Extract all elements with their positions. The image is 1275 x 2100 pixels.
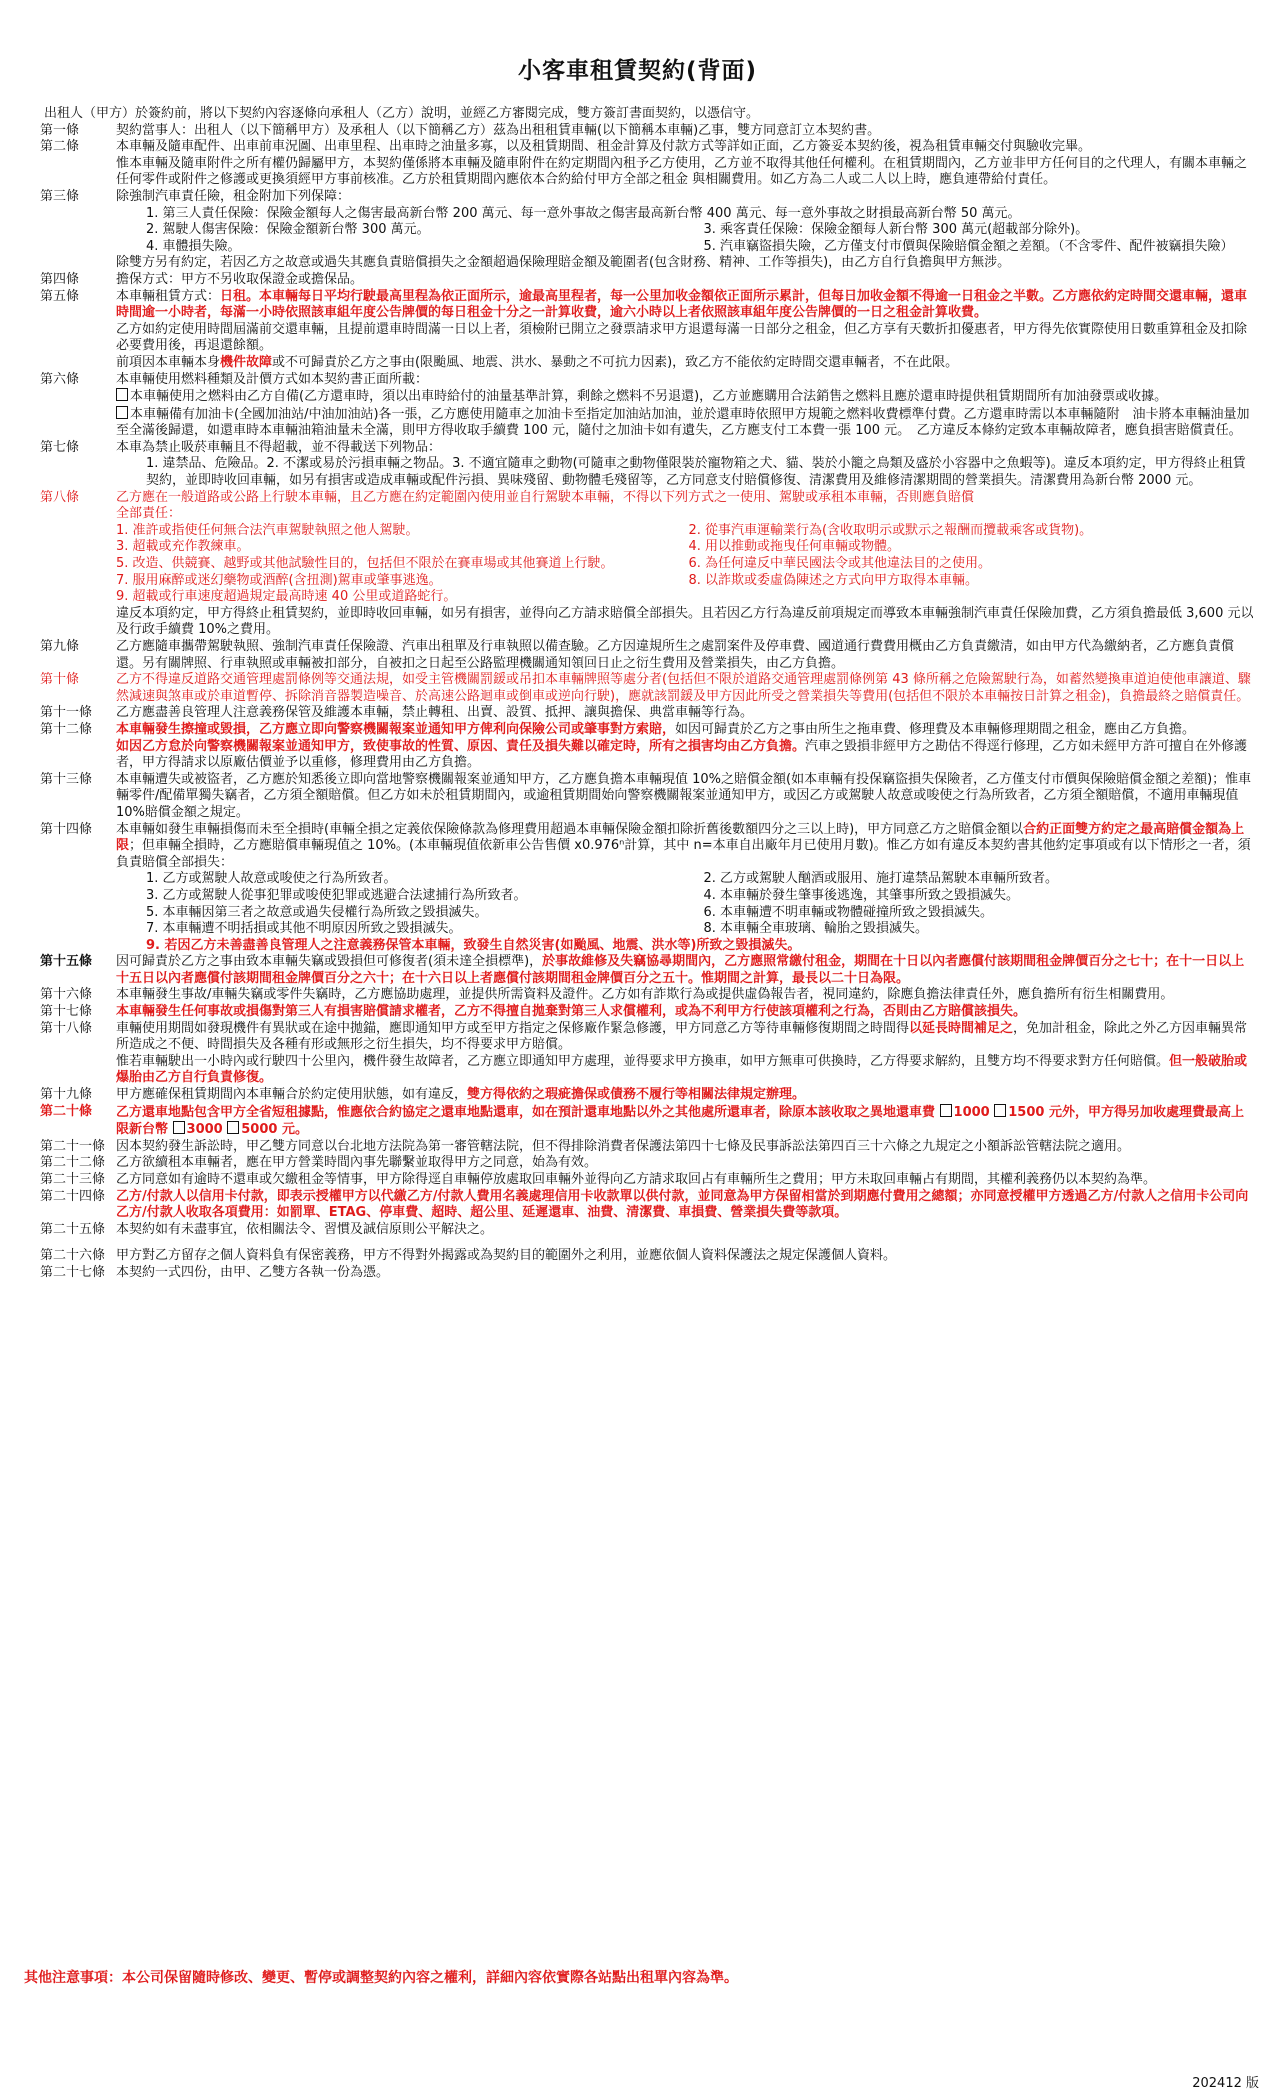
list-item: 3. 乘客責任保險：保險金額每人新台幣 300 萬元(超載部分除外)。 <box>703 222 1089 238</box>
article-text: 乙方應在一般道路或公路上行駛本車輛，且乙方應在約定範圍內使用並自行駕駛本車輛，不得以下列方式之一使用、駕駛或承租本車輛，否則應負賠償 <box>116 489 975 505</box>
article-text: 本車輛及隨車配件、出車前車況圖、出車里程、出車時之油量多寡，以及租賃期間、租金計算及付款方式等詳如正面，乙方簽妥本契約後，視為租賃車輛交付與驗收完畢。 <box>116 139 1092 155</box>
article-label: 第十五條 <box>40 954 93 970</box>
article-13 <box>40 772 1255 822</box>
article-label: 第一條 <box>40 122 80 138</box>
article-text: 本車輛如發生車輛損傷而未至全損時(車輛全損之定義依保險條款為修理費用超過本車輛保險金額扣除折舊後數額四分之三以上時)，甲方同意乙方之賠償金額以 <box>116 821 1024 837</box>
article-23 <box>40 1172 1255 1189</box>
article-text: 乙方還車地點包含甲方全省短租據點，惟應依合約協定之還車地點還車，如在預計還車地點以外之其他處所還車者，除原本該收取之異地還車費 <box>116 1104 940 1120</box>
article-label: 第十七條 <box>40 1004 93 1020</box>
checkbox-icon[interactable] <box>994 1104 1006 1117</box>
article-text: 本契約一式四份，由甲、乙雙方各執一份為憑。 <box>116 1264 390 1280</box>
article-label: 第二十六條 <box>40 1248 106 1264</box>
list-item: 4. 本車輛於發生肇事後逃逸，其肇事所致之毀損滅失。 <box>703 887 1020 903</box>
article-label: 第十四條 <box>40 821 93 837</box>
article-2 <box>40 139 1255 189</box>
article-text: 本車輛遭失或被盜者，乙方應於知悉後立即向當地警察機關報案並通知甲方，乙方應負擔本車輛現值 10%之賠償金額(如本車輛有投保竊盜損失保險者，乙方僅支付市價與保險賠償金額之差額)；惟車輛零件/配備單獨失竊者，乙方須全額賠償。但乙方如未於租賃期間內，或逾租賃期間始向警察機關報案並通知甲方，或因乙方或駕駛人故意或唆使之行為所致者，乙方須全額賠償，不適用車輛現值 10%賠償金額之規定。 <box>116 771 1252 820</box>
highlight-text: 但一般破胎或爆胎由乙方自行負責修復。 <box>116 1053 1248 1086</box>
article-20 <box>40 1104 1255 1139</box>
article-26 <box>40 1248 1255 1265</box>
highlight-text: 機件故障 <box>220 354 273 370</box>
intro-paragraph: 出租人（甲方）於簽約前，將以下契約內容逐條向承租人（乙方）說明，並經乙方審閱完成，雙方簽訂書面契約，以憑信守。 <box>44 106 760 121</box>
article-label: 第二十五條 <box>40 1221 106 1237</box>
article-27 <box>40 1265 1255 1282</box>
contract-body <box>40 106 1255 1282</box>
article-label: 第十八條 <box>40 1020 93 1036</box>
article-text: 乙方欲續租本車輛者，應在甲方營業時間內事先聯繫並取得甲方之同意，始為有效。 <box>116 1155 598 1171</box>
highlight-text: 日租。 <box>220 288 260 304</box>
article-text: 甲方應確保租賃期間內本車輛合於約定使用狀態，如有違反， <box>116 1087 468 1103</box>
article-8 <box>40 490 1255 639</box>
list-item: 1. 准許或指使任何無合法汽車駕駛執照之他人駕駛。 <box>116 522 419 538</box>
article-18 <box>40 1021 1255 1087</box>
list-item: 9. 若因乙方未善盡善良管理人之注意義務保管本車輛，致發生自然災害(如颱風、地震、洪水等)所致之毀損滅失。 <box>146 937 801 953</box>
list-item: 3. 超載或充作教練車。 <box>116 539 250 555</box>
article-5 <box>40 289 1255 372</box>
article-10 <box>40 672 1255 705</box>
article-11 <box>40 705 1255 722</box>
article-text: 擔保方式：甲方不另收取保證金或擔保品。 <box>116 271 364 287</box>
option-text: 3000 <box>186 1122 223 1138</box>
article-22 <box>40 1155 1255 1172</box>
article-7 <box>40 440 1255 490</box>
article-label: 第四條 <box>40 271 80 287</box>
checkbox-icon[interactable] <box>940 1104 952 1117</box>
article-text: 乙方如約定使用時間屆滿前交還車輛，且提前還車時間滿一日以上者，須檢附已開立之發票請求甲方退還每滿一日部分之租金，但乙方享有天數折扣優惠者，甲方得先依實際使用日數重算租金及扣除必要費用後，再退還餘額。 <box>116 321 1248 354</box>
article-text: 車輛使用期間如發現機件有異狀或在途中拋錨，應即通知甲方或至甲方指定之保修廠作緊急修護，甲方同意乙方等待車輛修復期間之時間得 <box>116 1020 910 1036</box>
list-item: 2. 乙方或駕駛人酗酒或服用、施打違禁品駕駛本車輛所致者。 <box>703 871 1059 887</box>
list-item: 9. 超載或行車速度超過規定最高時速 40 公里或道路蛇行。 <box>116 589 457 605</box>
article-9 <box>40 639 1255 672</box>
article-text: ，免加計租金，除此之外乙方因車輛異常所造成之不便、時間損失及各種有形或無形之衍生損失，均不得要求甲方賠償。 <box>116 1020 1248 1053</box>
article-text: 本車輛使用燃料種類及計價方式如本契約書正面所載： <box>116 371 429 387</box>
list-item: 5. 汽車竊盜損失險，乙方僅支付市價與保險賠償金額之差額。（不含零件、配件被竊損失險） <box>703 238 1234 254</box>
article-label: 第十二條 <box>40 721 93 737</box>
version-label: 202412 版 <box>1192 2076 1259 2091</box>
article-1 <box>40 123 1255 140</box>
article-label: 第十九條 <box>40 1087 93 1103</box>
option-text: 本車輛備有加油卡(全國加油站/中油加油站)各一張，乙方應使用隨車之加油卡至指定加油站加油，並於還車時依照甲方規範之燃料收費標準付費。乙方還車時需以本車輛隨附 油卡將本車輛油量加至全滿後歸還，如還車時本車輛油箱油量未全滿，則甲方得收取手續費 100 元，隨付之加油卡如有遺失，乙方應支付工本費一張 100 元。 乙方違反本條約定致本車輛故障者，應負損害賠償責任。 <box>116 406 1250 439</box>
article-label: 第六條 <box>40 371 80 387</box>
list-item: 1. 乙方或駕駛人故意或唆使之行為所致者。 <box>146 871 397 887</box>
article-text: 除強制汽車責任險，租金附加下列保障： <box>116 188 351 204</box>
article-label: 第二十條 <box>40 1103 93 1119</box>
article-text: 乙方應盡善良管理人注意義務保管及維護本車輛，禁止轉租、出賣、設質、抵押、讓與擔保、典當車輛等行為。 <box>116 705 754 721</box>
checkbox-icon[interactable] <box>227 1121 239 1134</box>
option-text: 5000 元。 <box>241 1122 308 1138</box>
article-14 <box>40 822 1255 955</box>
list-item: 6. 本車輛遭不明車輛或物體碰撞所致之毀損滅失。 <box>703 904 994 920</box>
article-21 <box>40 1139 1255 1156</box>
list-item: 4. 車體損失險。 <box>146 238 241 254</box>
article-text: 本車輛租賃方式： <box>116 288 221 304</box>
list-item: 5. 改造、供競賽、越野或其他試驗性目的，包括但不限於在賽車場或其他賽道上行駛。 <box>116 556 614 572</box>
article-text: 惟若車輛駛出一小時內或行駛四十公里內，機件發生故障者，乙方應立即通知甲方處理，並得要求甲方換車，如甲方無車可供換時，乙方得要求解約，且雙方均不得要求對方任何賠償。 <box>116 1053 1170 1069</box>
article-24 <box>40 1189 1255 1222</box>
article-label: 第十一條 <box>40 705 93 721</box>
list-item: 2. 從事汽車運輸業行為(含收取明示或默示之報酬而攬載乘客或貨物)。 <box>688 522 1093 538</box>
article-text: 本車為禁止吸菸車輛且不得超載，並不得載送下列物品： <box>116 439 442 455</box>
article-25 <box>40 1222 1255 1239</box>
article-label: 第二條 <box>40 139 80 155</box>
article-text: 甲方對乙方留存之個人資料負有保密義務，甲方不得對外揭露或為契約目的範圍外之利用，並應依個人資料保護法之規定保護個人資料。 <box>116 1248 897 1264</box>
article-label: 第二十七條 <box>40 1264 106 1280</box>
highlight-text: 本車輛每日平均行駛最高里程為依正面所示，逾最高里程者，每一公里加收金額依正面所示累計，但每日加收金額不得逾一日租金之半數。乙方應依約定時間交還車輛，還車時間逾一小時者，每滿一小時依照該車組年度公告牌價的每日租金十分之一計算收費，逾六小時以上者依照該車組年度公告牌價的一日之租金計算收費。 <box>116 288 1248 321</box>
list-item: 7. 服用麻醉或迷幻藥物或酒醉(含扭測)駕車或肇事逃逸。 <box>116 572 442 588</box>
list-item: 2. 駕駛人傷害保險：保險金額新台幣 300 萬元。 <box>146 222 430 238</box>
article-text: 1. 違禁品、危險品。2. 不潔或易於污損車輛之物品。3. 不適宜隨車之動物(可隨車之動物僅限裝於寵物箱之犬、貓、裝於小籠之鳥類及盛於小容器中之魚蝦等)。違反本項約定，甲方得終止租賃契約，並即時收回車輛，如另有損害或造成車輛或配件污損、異味殘留、動物體毛殘留等，乙方同意支付賠償修復、清潔費用及維修清潔期間的營業損失。清潔費用為新台幣 2000 元。 <box>146 456 1246 489</box>
list-item: 1. 第三人責任保險：保險金額每人之傷害最高新台幣 200 萬元、每一意外事故之傷害最高新台幣 400 萬元、每一意外事故之財損最高新台幣 50 萬元。 <box>146 205 1021 221</box>
option-text: 本車輛使用之燃料由乙方自備(乙方還車時，須以出車時給付的油量基準計算，剩餘之燃料不另退還)，乙方並應購用合法銷售之燃料且應於還車時提供租賃期間所有加油發票或收據。 <box>130 389 1168 405</box>
article-label: 第七條 <box>40 439 80 455</box>
article-17 <box>40 1004 1255 1021</box>
article-text: 汽車之毀損非經甲方之勘估不得逕行修理，乙方如未經甲方許可擅自在外修護者，甲方得請求以原廠估價並予以重修，修理費用由乙方負擔。 <box>116 738 1248 771</box>
article-label: 第二十四條 <box>40 1188 106 1204</box>
article-text: 本車輛發生任何事故或損傷對第三人有損害賠償請求權者，乙方不得擅自拋棄對第三人求償權利，或為不利甲方行使該項權利之行為，否則由乙方賠償該損失。 <box>116 1004 1027 1020</box>
article-6 <box>40 372 1255 440</box>
list-item: 6. 為任何違反中華民國法令或其他違法目的之使用。 <box>688 556 992 572</box>
article-text: 惟本車輛及隨車附件之所有權仍歸屬甲方，本契約僅係將本車輛及隨車附件在約定期間內租予乙方使用，乙方並不取得其他任何權利。在租賃期間內，乙方並非甲方任何目的之代理人，有關本車輛之任何零件或附件之修護或更換須經甲方事前核准。乙方於租賃期間內應依本合約給付甲方全部之租金 與相關費用。如乙方為二人或二人以上時，應負連帶給付責任。 <box>116 155 1248 188</box>
list-item: 4. 用以推動或拖曳任何車輛或物體。 <box>688 539 901 555</box>
article-16 <box>40 987 1255 1004</box>
article-text: 乙方不得違反道路交通管理處罰條例等交通法規，如受主管機關罰鍰或吊扣本車輛牌照等處分者(包括但不限於道路交通管理處罰條例第 43 條所稱之危險駕駛行為，如蓄然變換車道迫使他車讓道、驟然減速與煞車或於車道暫停、拆除消音器製造噪音、於高速公路迴車或倒車或逆向行駛)，應就該罰鍰及甲方因此所受之營業損失等費用(包括但不限於本車輛按日計算之租金)，負擔最終之賠償責任。 <box>116 672 1251 704</box>
article-text: 違反本項約定，甲方得終止租賃契約，並即時收回車輛，如另有損害，並得向乙方請求賠償全部損失。且若因乙方行為違反前項規定而導致本車輛強制汽車責任保險加費，乙方須負擔最低 3,600 元以及行政手續費 10%之費用。 <box>116 605 1254 638</box>
list-item: 8. 以詐欺或委虛偽陳述之方式向甲方取得本車輛。 <box>688 572 979 588</box>
page-title: 小客車租賃契約(背面) <box>517 58 758 84</box>
article-text: 除雙方另有約定，若因乙方之故意或過失其應負責賠償損失之金額超過保險理賠金額及範圍者(包含財務、精神、工作等損失)，由乙方自行負擔與甲方無涉。 <box>116 255 1011 271</box>
article-label: 第十條 <box>40 672 80 688</box>
highlight-text: 雙方得依約之瑕疵擔保或債務不履行等相關法律規定辦理。 <box>467 1087 806 1103</box>
article-text: 乙方同意如有逾時不還車或欠繳租金等情事，甲方除得逕自車輛停放處取回車輛外並得向乙方請求取回占有車輛所生之費用；甲方未取回車輛占有期間，其權利義務仍以本契約為準。 <box>116 1172 1157 1187</box>
article-label: 第十三條 <box>40 771 93 787</box>
article-19 <box>40 1087 1255 1104</box>
highlight-text: 本車輛發生擦撞或毀損，乙方應立即向警察機關報案並通知甲方俾利向保險公司或肇事對方索賠， <box>116 721 676 737</box>
article-text: 本車輛發生事故/車輛失竊或零件失竊時，乙方應協助處理，並提供所需資料及證件。乙方如有詐欺行為或提供虛偽報告者，視同違約，除應負擔法律責任外，應負擔所有衍生相關費用。 <box>116 987 1174 1003</box>
article-text: 前項因本車輛本身 <box>116 354 221 370</box>
article-label: 第二十三條 <box>40 1172 106 1187</box>
checkbox-icon[interactable] <box>173 1121 185 1134</box>
highlight-text: 合約正面雙方約定之最高賠償金額為上限 <box>116 821 1245 854</box>
other-notes: 其他注意事項：本公司保留隨時修改、變更、暫停或調整契約內容之權利，詳細內容依實際各站點出租單內容為準。 <box>24 1970 738 1986</box>
article-text: 乙方應隨車攜帶駕駛執照、強制汽車責任保險證、汽車出租單及行車執照以備查驗。乙方因違規所生之處罰案件及停車費、國道通行費費用概由乙方負責繳清，如由甲方代為繳納者，乙方應負責償還。另有關牌照、行車執照或車輛被扣部分，自被扣之日起至公路監理機關通知領回日止之衍生費用及營業損失，由乙方負擔。 <box>116 639 1235 671</box>
list-item: 7. 本車輛遭不明括損或其他不明原因所致之毀損滅失。 <box>146 921 462 937</box>
option-text: 1000 <box>953 1104 990 1120</box>
article-label: 第五條 <box>40 288 80 304</box>
highlight-text: 以延長時間補足之 <box>909 1020 1014 1036</box>
article-label: 第九條 <box>40 639 80 654</box>
article-text: 本契約如有未盡事宜，依相關法令、習慣及誠信原則公平解決之。 <box>116 1221 494 1237</box>
option-text: 1500 元外，甲方得另加收處理費最高上限新台幣 <box>116 1104 1244 1138</box>
article-text: 因本契約發生訴訟時，甲乙雙方同意以台北地方法院為第一審管轄法院，但不得排除消費者保護法第四十七條及民事訴訟法第四百三十六條之九規定之小額訴訟管轄法院之適用。 <box>116 1138 1131 1154</box>
article-label: 第二十二條 <box>40 1155 106 1171</box>
article-text: 乙方/付款人以信用卡付款，即表示授權甲方以代繳乙方/付款人費用名義處理信用卡收款單以供付款，並同意為甲方保留相當於到期應付費用之總額；亦同意授權甲方透過乙方/付款人之信用卡公司向乙方/付款人收取各項費用：如罰單、ETAG、停車費、超時、超公里、延遲還車、油費、清潔費、車損費、營業損失費等款項。 <box>116 1188 1249 1221</box>
article-text: 如因可歸責於乙方之事由所生之拖車費、修理費及本車輛修理期間之租金，應由乙方負擔。 <box>675 721 1196 737</box>
article-15 <box>40 954 1255 987</box>
article-text: 契約當事人：出租人（以下簡稱甲方）及承租人（以下簡稱乙方）茲為出租租賃車輛(以下簡稱本車輛)乙事，雙方同意訂立本契約書。 <box>116 122 881 138</box>
article-4 <box>40 272 1255 289</box>
article-label: 第八條 <box>40 489 80 505</box>
article-text: 全部責任： <box>116 506 182 522</box>
article-label: 第三條 <box>40 188 80 204</box>
list-item: 5. 本車輛因第三者之故意或過失侵權行為所致之毀損滅失。 <box>146 904 488 920</box>
article-label: 第十六條 <box>40 987 93 1003</box>
highlight-text: 於事故維修及失竊協尋期間內，乙方應照常繳付租金，期間在十日以內者應償付該期間租金牌價百分之七十；在十一日以上十五日以內者應償付該期間租金牌價百分之六十；在十六日以上者應償付該期間租金牌價百分之五十。惟期間之計算，最長以二十日為限。 <box>116 954 1245 986</box>
list-item: 3. 乙方或駕駛人從事犯罪或唆使犯罪或逃避合法逮捕行為所致者。 <box>146 887 527 903</box>
article-label: 第二十一條 <box>40 1138 106 1154</box>
checkbox-icon[interactable] <box>116 388 128 401</box>
article-text: ；但車輛全損時，乙方應賠償車輛現值之 10%。(本車輛現值依新車公告售價 x0.976ⁿ計算，其中 n=本車自出廠年月已使用月數)。惟乙方如有違反本契約書其他約定事項或有以下情形之一者，須負責賠償全部損失： <box>116 838 1251 870</box>
article-3 <box>40 189 1255 272</box>
highlight-text: 如因乙方怠於向警察機關報案並通知甲方，致使事故的性質、原因、責任及損失難以確定時，所有之損害均由乙方負擔。 <box>116 738 806 754</box>
checkbox-icon[interactable] <box>116 406 128 419</box>
article-text: 或不可歸責於乙方之事由(限颱風、地震、洪水、暴動之不可抗力因素)，致乙方不能依約定時間交還車輛者，不在此限。 <box>272 354 959 370</box>
article-12 <box>40 722 1255 772</box>
list-item: 8. 本車輛全車玻璃、輪胎之毀損滅失。 <box>703 921 929 937</box>
article-text: 因可歸責於乙方之事由致本車輛失竊或毀損但可修復者(須未達全損標準)， <box>116 954 543 970</box>
